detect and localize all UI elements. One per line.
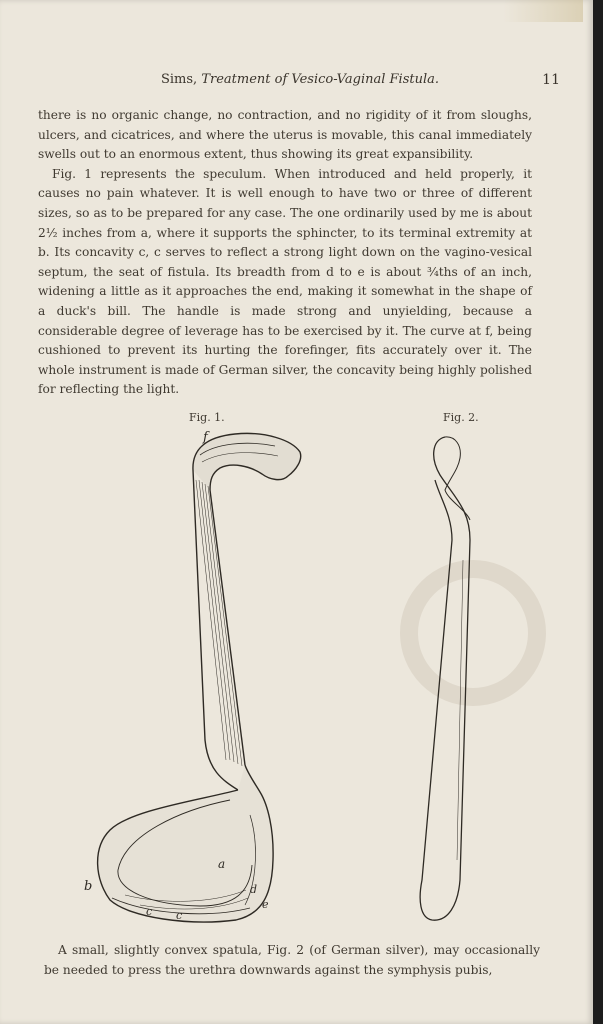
spatula-drawing <box>420 437 470 920</box>
label-c2: c <box>146 905 153 918</box>
page-number: 11 <box>542 72 560 88</box>
paragraph-continuation: there is no organic change, no contraction, and no rigidity of it from sloughs, ulcers, and cicatrices, and where the uterus is movable, this canal immediately swells out to an enormous extent, thus showing its great expansibility. <box>38 108 532 162</box>
speculum-drawing <box>98 433 301 922</box>
scan-edge <box>593 0 603 1024</box>
fig2-label: Fig. 2. <box>443 411 479 424</box>
label-d: d <box>250 883 258 896</box>
label-a: a <box>218 857 226 871</box>
label-e: e <box>262 898 269 911</box>
caption-paragraph: A small, slightly convex spatula, Fig. 2 (of German silver), may occasionally be needed to press the urethra downwards against the symphysis pubis, <box>44 943 540 977</box>
label-f: f <box>203 430 208 445</box>
paragraph-fig1: Fig. 1 represents the speculum. When introduced and held properly, it causes no pain whatever. It is well enough to have two or three of different sizes, so as to be prepared for any case. The one ordinarily used by me is about 2½ inches from a, where it supports the sphincter, to its terminal extremity at b. Its concavity c, c serves to reflect a strong light down on the vagino-vesical septum, the seat of fistula. Its breadth from d to e is about ¾ths of an inch, widening a little as it approaches the end, making it somewhat in the shape of a duck's bill. The handle is made strong and unyielding, because a considerable degree of leverage has to be exercised by it. The curve at f, being cushioned to prevent its hurting the forefinger, fits accurately over it. The whole instrument is made of German silver, the concavity being highly polished for reflecting the light. <box>38 166 532 397</box>
header-title: Treatment of Vesico-Vaginal Fistula. <box>201 72 439 87</box>
label-c1: c <box>176 909 183 922</box>
fig1-label: Fig. 1. <box>189 411 225 424</box>
header-author: Sims, <box>160 72 198 87</box>
label-b: b <box>84 879 93 894</box>
